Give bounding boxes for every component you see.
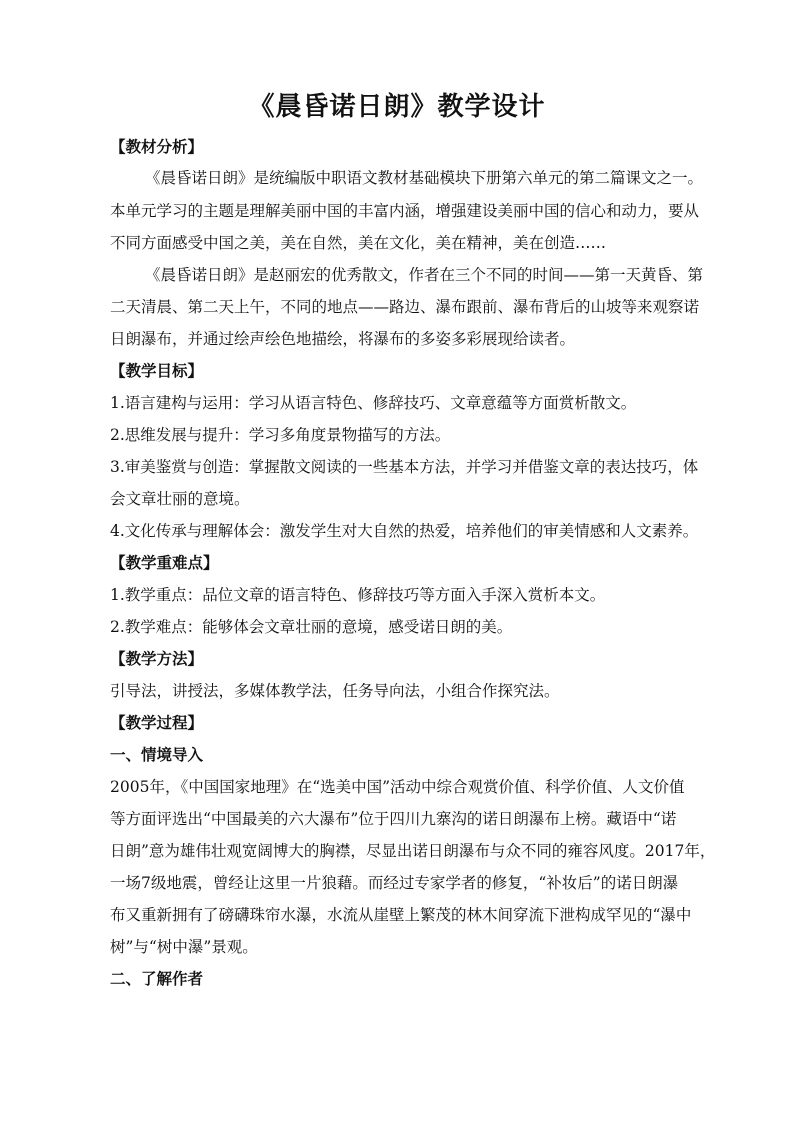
paragraph-line: 本单元学习的主题是理解美丽中国的丰富内涵，增强建设美丽中国的信心和动力，要从 (110, 202, 700, 220)
document-title: 《晨昏诺日朗》教学设计 (248, 92, 546, 122)
section-heading-keypoints: 【教学重难点】 (110, 553, 219, 572)
section-heading-methods: 【教学方法】 (110, 649, 204, 668)
section-heading-process: 【教学过程】 (110, 713, 204, 732)
paragraph-line: 一场7级地震，曾经让这里一片狼藉。而经过专家学者的修复，“补妆后”的诺日朗瀑 (110, 874, 679, 892)
goal-item: 3.审美鉴赏与创造：掌握散文阅读的一些基本方法，并学习并借鉴文章的表达技巧，体 (110, 458, 699, 476)
paragraph-line: 《晨昏诺日朗》是统编版中职语文教材基础模块下册第六单元的第二篇课文之一。 (145, 169, 704, 187)
paragraph-line: 不同方面感受中国之美，美在自然，美在文化，美在精神，美在创造…… (110, 234, 607, 252)
goal-item-continued: 会文章壮丽的意境。 (110, 490, 250, 508)
paragraph-line: 2005年，《中国国家地理》在“选美中国”活动中综合观赏价值、科学价值、人文价值 (110, 778, 685, 796)
paragraph-line: 日朗”意为雄伟壮观宽阔博大的胸襟，尽显出诺日朗瀑布与众不同的雍容风度。2017年， (110, 842, 716, 860)
paragraph-line: 树”与“树中瀑”景观。 (110, 938, 258, 956)
goal-item: 2.思维发展与提升：学习多角度景物描写的方法。 (110, 426, 451, 444)
goal-item: 4.文化传承与理解体会：激发学生对大自然的热爱，培养他们的审美情感和人文素养。 (110, 522, 699, 540)
goal-item: 1.语言建构与运用：学习从语言特色、修辞技巧、文章意蕴等方面赏析散文。 (110, 394, 637, 412)
paragraph-line: 《晨昏诺日朗》是赵丽宏的优秀散文，作者在三个不同的时间——第一天黄昏、第 (145, 266, 704, 284)
paragraph-line: 日朗瀑布，并通过绘声绘色地描绘，将瀑布的多姿多彩展现给读者。 (110, 330, 576, 348)
subheading-intro: 一、情境导入 (110, 745, 204, 764)
keypoint-item: 2.教学难点：能够体会文章壮丽的意境，感受诺日朗的美。 (110, 618, 513, 636)
paragraph-line: 布又重新拥有了磅礴珠帘水瀑，水流从崖壁上繁茂的林木间穿流下泄构成罕见的“瀑中 (110, 906, 692, 924)
methods-text: 引导法，讲授法，多媒体教学法，任务导向法，小组合作探究法。 (110, 682, 560, 700)
section-heading-goals: 【教学目标】 (110, 361, 204, 380)
paragraph-line: 二天清晨、第二天上午，不同的地点——路边、瀑布跟前、瀑布背后的山坡等来观察诺 (110, 298, 700, 316)
subheading-author: 二、了解作者 (110, 969, 204, 988)
paragraph-line: 等方面评选出“中国最美的六大瀑布”位于四川九寨沟的诺日朗瀑布上榜。藏语中“诺 (110, 810, 677, 828)
section-heading-analysis: 【教材分析】 (110, 137, 204, 156)
keypoint-item: 1.教学重点：品位文章的语言特色、修辞技巧等方面入手深入赏析本文。 (110, 586, 606, 604)
